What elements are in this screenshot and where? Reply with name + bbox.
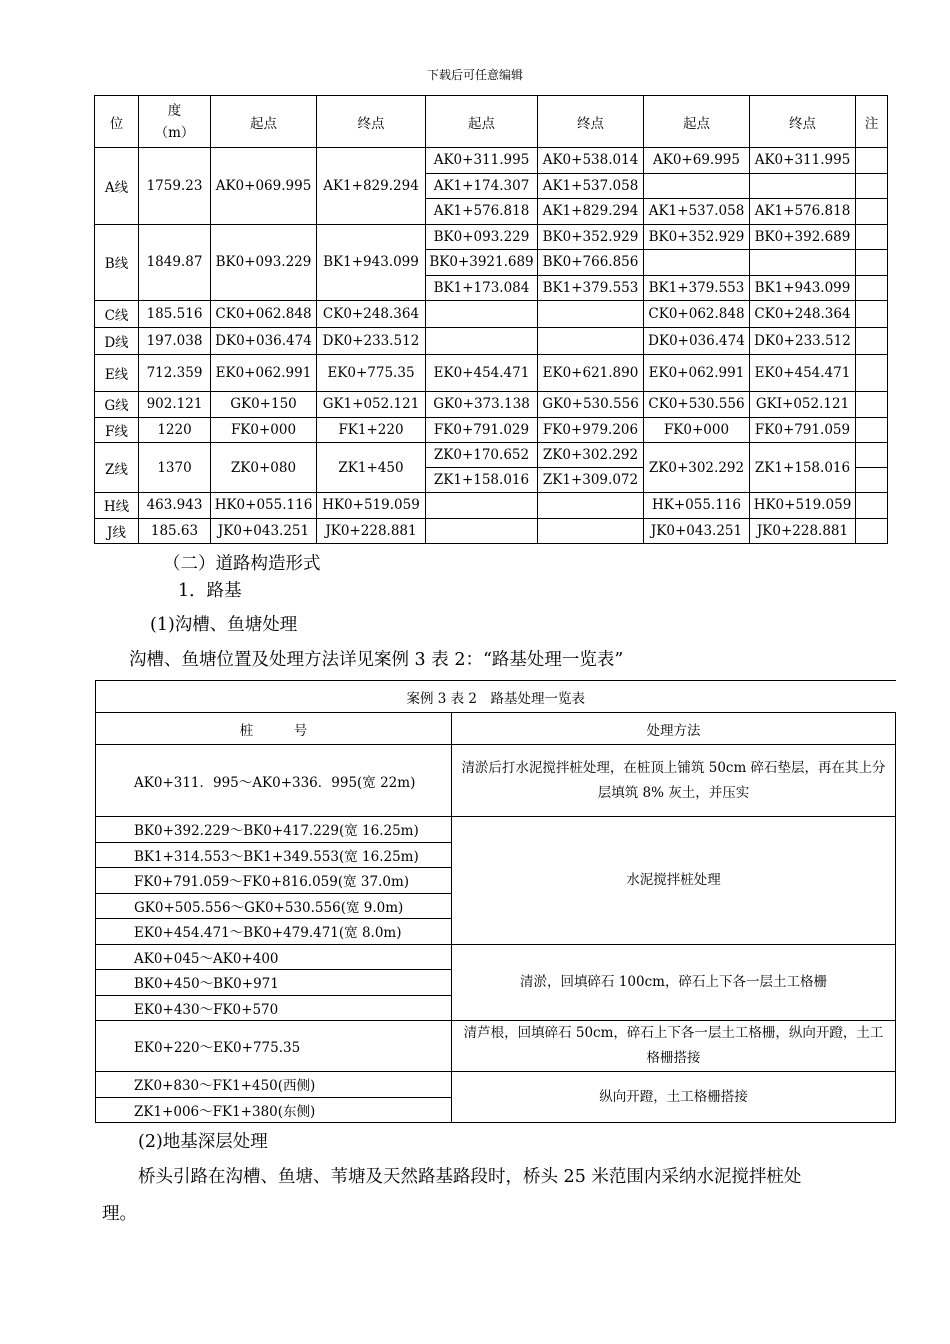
seg-cell: [538, 518, 644, 544]
seg-cell: BK0+093.229: [426, 224, 538, 250]
seg-cell: CK0+062.848: [644, 301, 750, 328]
seg-cell: BK0+352.929: [538, 224, 644, 250]
line-length: 463.943: [139, 493, 211, 519]
seg-cell: AK1+537.058: [644, 199, 750, 225]
table-row: [95, 301, 888, 328]
table-row: [95, 392, 888, 418]
seg-cell: EK0+454.471: [750, 355, 856, 392]
note-cell: [856, 224, 888, 250]
stake-cell: BK0+392.229～BK0+417.229(宽 16.25m): [96, 817, 452, 843]
note-cell: [856, 443, 888, 468]
seg-cell: GKI+052.121: [750, 392, 856, 418]
seg-cell: ZK0+302.292: [538, 443, 644, 468]
seg-cell: HK0+519.059: [750, 493, 856, 519]
table-row: [95, 443, 888, 468]
seg-cell: ZK1+309.072: [538, 468, 644, 493]
line-name: E线: [95, 355, 139, 392]
table-row: [95, 493, 888, 519]
method-cell: 纵向开蹬，土工格栅搭接: [452, 1072, 896, 1123]
seg-cell: AK0+69.995: [644, 148, 750, 174]
line-start: FK0+000: [211, 417, 317, 443]
seg-cell: DK0+233.512: [750, 328, 856, 355]
seg-cell: FK0+979.206: [538, 417, 644, 443]
line-end: DK0+233.512: [317, 328, 426, 355]
seg-cell: FK0+791.059: [750, 417, 856, 443]
line-end: EK0+775.35: [317, 355, 426, 392]
line-name: H线: [95, 493, 139, 519]
note-cell: [856, 392, 888, 418]
note-cell: [856, 518, 888, 544]
stake-cell: BK1+314.553～BK1+349.553(宽 16.25m): [96, 842, 452, 868]
seg-cell: ZK1+158.016: [750, 443, 856, 493]
table-row: [96, 944, 896, 970]
header-cell: 起点: [644, 96, 750, 148]
line-start: ZK0+080: [211, 443, 317, 493]
method-cell: 水泥搅拌桩处理: [452, 817, 896, 945]
body-text-line2: 理。: [102, 1204, 137, 1224]
note-cell: [856, 468, 888, 493]
line-name: Z线: [95, 443, 139, 493]
seg-cell: BK0+392.689: [750, 224, 856, 250]
line-end: BK1+943.099: [317, 224, 426, 301]
stake-cell: ZK1+006～FK1+380(东侧): [96, 1097, 452, 1123]
line-table-header: [95, 96, 888, 148]
line-length: 1220: [139, 417, 211, 443]
table-row: [95, 224, 888, 250]
note-cell: [856, 250, 888, 276]
header-cell: [139, 96, 211, 148]
line-length: 185.63: [139, 518, 211, 544]
seg-cell: [644, 173, 750, 199]
line-start: AK0+069.995: [211, 148, 317, 225]
seg-cell: AK1+829.294: [538, 199, 644, 225]
seg-cell: DK0+036.474: [644, 328, 750, 355]
seg-cell: [538, 301, 644, 328]
header-cell: 终点: [750, 96, 856, 148]
method-cell: 清淤，回填碎石 100cm，碎石上下各一层土工格栅: [452, 944, 896, 1021]
header-method: 处理方法: [452, 713, 896, 745]
seg-cell: AK1+174.307: [426, 173, 538, 199]
seg-cell: GK0+373.138: [426, 392, 538, 418]
seg-cell: [426, 518, 538, 544]
note-cell: [856, 328, 888, 355]
line-length: 1370: [139, 443, 211, 493]
line-end: AK1+829.294: [317, 148, 426, 225]
stake-cell: ZK0+830～FK1+450(西侧): [96, 1072, 452, 1098]
seg-cell: [644, 250, 750, 276]
line-length: 185.516: [139, 301, 211, 328]
seg-cell: AK1+537.058: [538, 173, 644, 199]
header-cell: 位: [95, 96, 139, 148]
line-start: DK0+036.474: [211, 328, 317, 355]
stake-cell: EK0+454.471～BK0+479.471(宽 8.0m): [96, 919, 452, 945]
header-text: （m）: [154, 124, 195, 141]
sub-heading: 1．路基: [178, 581, 242, 601]
table-row: [95, 417, 888, 443]
note-cell: [856, 199, 888, 225]
seg-cell: [750, 173, 856, 199]
line-name: J线: [95, 518, 139, 544]
line-name: D线: [95, 328, 139, 355]
seg-cell: ZK0+170.652: [426, 443, 538, 468]
table-row: [96, 817, 896, 843]
line-name: G线: [95, 392, 139, 418]
seg-cell: BK0+3921.689: [426, 250, 538, 276]
header-cell: 终点: [538, 96, 644, 148]
line-start: HK0+055.116: [211, 493, 317, 519]
seg-cell: BK0+352.929: [644, 224, 750, 250]
stake-cell: FK0+791.059～FK0+816.059(宽 37.0m): [96, 868, 452, 894]
seg-cell: [538, 493, 644, 519]
method-cell: 清淤后打水泥搅拌桩处理，在桩顶上铺筑 50cm 碎石垫层，再在其上分层填筑 8% 灰土，并压实: [452, 745, 896, 817]
seg-cell: AK0+311.995: [750, 148, 856, 174]
seg-cell: JK0+043.251: [644, 518, 750, 544]
seg-cell: ZK0+302.292: [644, 443, 750, 493]
seg-cell: CK0+248.364: [750, 301, 856, 328]
item1-heading: (1)沟槽、鱼塘处理: [150, 615, 298, 635]
seg-cell: BK0+766.856: [538, 250, 644, 276]
header-text: 度: [167, 102, 182, 119]
line-length: 712.359: [139, 355, 211, 392]
method-cell: 清芦根，回填碎石 50cm，碎石上下各一层土工格栅，纵向开蹬，土工格栅搭接: [452, 1021, 896, 1072]
stake-cell: EK0+430～FK0+570: [96, 995, 452, 1021]
line-end: FK1+220: [317, 417, 426, 443]
table-row: [95, 355, 888, 392]
seg-cell: EK0+621.890: [538, 355, 644, 392]
line-name: A线: [95, 148, 139, 225]
line-start: JK0+043.251: [211, 518, 317, 544]
seg-cell: EK0+062.991: [644, 355, 750, 392]
seg-cell: ZK1+158.016: [426, 468, 538, 493]
stake-cell: GK0+505.556～GK0+530.556(宽 9.0m): [96, 893, 452, 919]
item2-heading: (2)地基深层处理: [138, 1132, 268, 1152]
seg-cell: FK0+000: [644, 417, 750, 443]
line-name: C线: [95, 301, 139, 328]
seg-cell: [750, 250, 856, 276]
line-length: 1759.23: [139, 148, 211, 225]
seg-cell: BK1+379.553: [538, 275, 644, 301]
line-name: B线: [95, 224, 139, 301]
table-row: [96, 745, 896, 817]
table-caption: 案例 3 表 2 路基处理一览表: [96, 681, 896, 713]
table-row: [96, 1072, 896, 1098]
line-length: 197.038: [139, 328, 211, 355]
table-row: [95, 148, 888, 174]
seg-cell: AK0+538.014: [538, 148, 644, 174]
header-cell: 起点: [211, 96, 317, 148]
stake-cell: AK0+045～AK0+400: [96, 944, 452, 970]
section-heading: （二）道路构造形式: [163, 554, 321, 574]
line-start: GK0+150: [211, 392, 317, 418]
note-cell: [856, 493, 888, 519]
line-table: [94, 95, 888, 544]
line-end: GK1+052.121: [317, 392, 426, 418]
stake-cell: BK0+450～BK0+971: [96, 970, 452, 996]
table-row: [95, 518, 888, 544]
seg-cell: AK1+576.818: [750, 199, 856, 225]
line-end: JK0+228.881: [317, 518, 426, 544]
seg-cell: FK0+791.029: [426, 417, 538, 443]
subgrade-treatment-table: [95, 680, 896, 1123]
seg-cell: [538, 328, 644, 355]
seg-cell: AK1+576.818: [426, 199, 538, 225]
intro-text: 沟槽、鱼塘位置及处理方法详见案例 3 表 2：“路基处理一览表”: [129, 650, 624, 670]
line-length: 1849.87: [139, 224, 211, 301]
stake-cell: EK0+220～EK0+775.35: [96, 1021, 452, 1072]
line-start: BK0+093.229: [211, 224, 317, 301]
note-cell: [856, 173, 888, 199]
stake-cell: AK0+311．995～AK0+336．995(宽 22m): [96, 745, 452, 817]
header-cell: 起点: [426, 96, 538, 148]
body-text-line1: 桥头引路在沟槽、鱼塘、苇塘及天然路基路段时，桥头 25 米范围内采纳水泥搅拌桩处: [138, 1167, 802, 1187]
seg-cell: [426, 301, 538, 328]
line-start: CK0+062.848: [211, 301, 317, 328]
seg-cell: BK1+379.553: [644, 275, 750, 301]
line-name: F线: [95, 417, 139, 443]
header-cell: 注: [856, 96, 888, 148]
note-cell: [856, 355, 888, 392]
line-start: EK0+062.991: [211, 355, 317, 392]
line-end: HK0+519.059: [317, 493, 426, 519]
seg-cell: JK0+228.881: [750, 518, 856, 544]
note-cell: [856, 275, 888, 301]
table-row: [95, 328, 888, 355]
header-cell: 终点: [317, 96, 426, 148]
header-stake: 桩 号: [96, 713, 452, 745]
table-row: [96, 1021, 896, 1072]
line-length: 902.121: [139, 392, 211, 418]
note-cell: [856, 148, 888, 174]
seg-cell: BK1+173.084: [426, 275, 538, 301]
seg-cell: BK1+943.099: [750, 275, 856, 301]
note-cell: [856, 417, 888, 443]
seg-cell: AK0+311.995: [426, 148, 538, 174]
seg-cell: [426, 493, 538, 519]
line-end: CK0+248.364: [317, 301, 426, 328]
note-cell: [856, 301, 888, 328]
page-header-note: 下载后可任意编辑: [426, 68, 523, 82]
seg-cell: [426, 328, 538, 355]
seg-cell: EK0+454.471: [426, 355, 538, 392]
line-end: ZK1+450: [317, 443, 426, 493]
seg-cell: HK+055.116: [644, 493, 750, 519]
seg-cell: CK0+530.556: [644, 392, 750, 418]
seg-cell: GK0+530.556: [538, 392, 644, 418]
